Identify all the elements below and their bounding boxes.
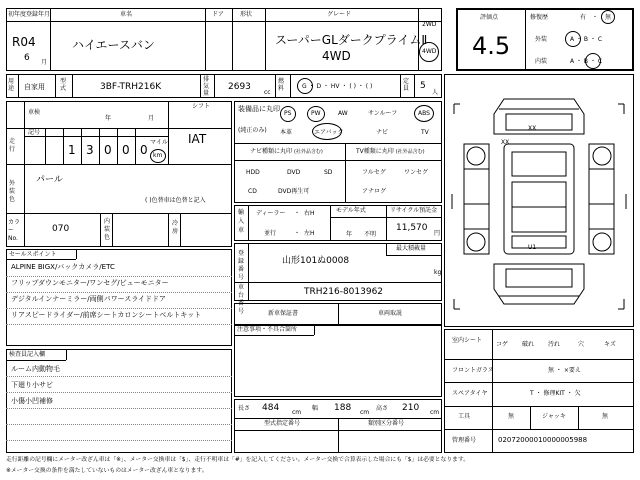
nav-label-text: ナビ種類に丸印 [250,148,293,155]
seat-opt-1: コゲ [496,341,509,348]
import-left: 左H [304,230,315,237]
color-label: 外装色 [9,180,16,203]
model-label: 型式 [60,78,67,92]
interior-b-circle [585,53,601,69]
repair-label: 修復歴 [530,14,549,21]
sales-line-1: ALPINE BIGX/バックカメラ/ETC [11,263,115,271]
reg-no-label: 登録番号 [238,250,245,281]
color-note: ( )色替車は色替と記入 [145,197,206,204]
recycle-label: リサイクル預託金 [390,207,438,214]
color-code-value: 070 [52,224,70,234]
ac-label: 冷房 [172,220,179,235]
mileage-digit-2: 3 [86,143,94,157]
jack-label: ジャッキ [542,413,566,420]
car-name: ハイエースバン [72,38,155,52]
model-year-unknown: 不明 [364,231,377,238]
tool-label: 工具 [458,413,471,420]
mileage-digit-4: 0 [122,143,130,157]
capacity-label: 定員 [403,78,410,92]
inspector-label: 検査員記入欄 [9,351,46,358]
room-seat-label: 室内シート [452,337,483,344]
shift-value: IAT [188,132,207,146]
height-label: 高さ [376,405,389,412]
nav-dvdplay: DVD再生可 [278,188,310,195]
mileage-label: 走行 [9,138,16,153]
equip-ps: PS [284,110,292,117]
drive-2wd: 2WD [422,21,437,28]
length-label: 長さ [238,405,251,412]
tv-label [356,149,425,155]
diagram-mark-xx1: XX [528,125,537,132]
equip-abs: ABS [418,110,430,117]
import-right: 右H [304,210,315,217]
interior-opts: A ・ B ・ C [570,58,603,65]
left-mid-box [6,101,232,247]
exterior-a-circle [565,31,581,47]
use-value: 自家用 [24,83,45,91]
chassis-label: 車台番号 [238,284,245,315]
reg-month-unit: 月 [41,59,48,66]
warranty-label: 新車保証書 [268,310,299,317]
reg-year: R04 [12,35,36,49]
interior-color-label: 内装色 [104,218,111,241]
grade-value: スーパーGLダークプライムⅡ [275,33,428,47]
mileage-digit-3: 0 [104,143,112,157]
sales-line-2: フリップダウンモニター/ワンセグ/ビューモニター [11,279,169,287]
disp-value: 2693 [228,82,251,92]
capacity-unit: 人 [432,89,439,96]
mileage-unit-label: マイル [150,139,168,146]
door-label: ドア [212,11,224,18]
score-label: 評価点 [480,14,499,21]
recycle-unit: 円 [434,230,441,237]
equip-sunroof: サンルーフ [368,110,398,117]
digits-header: 記号 [28,129,41,136]
color-code-label: カラーNo. [8,219,21,242]
model-year-label: モデル年式 [336,207,366,214]
shift-label: シフト [192,103,211,110]
sales-label: セールスポイント [9,251,57,258]
footer-line-1: 走行距離の記号欄にメーター改ざん車は「※」、メーター交換車は「$」、走行不明車は「#」を記入してください。メーター交換で合算表示した場合にも「$」は必要となります。 [6,457,469,463]
exterior-opts: A ・ B ・ C [570,36,603,43]
mileage-digit-1: 1 [68,143,76,157]
length-unit: cm [292,409,302,416]
inspection-label: 車検 [28,109,41,116]
capacity-value: 5 [420,81,426,91]
inspector-line-1: ルーム内動物毛 [11,365,60,373]
inspector-line-2: 下廻り小サビ [11,381,53,389]
equip-airbag: エアバック [314,129,344,136]
seat-opt-4: 穴 [578,341,585,348]
score-value: 4.5 [472,32,511,60]
cc-unit: cc [264,89,271,96]
equip-pw: PW [311,110,321,117]
spare-label: スペアタイヤ [452,390,488,397]
repair-no: 無 [605,14,612,21]
width-unit: cm [360,409,370,416]
nav-sd: SD [324,169,333,176]
max-load-label: 最大積載量 [396,245,427,252]
model-year-unit: 年 [346,231,353,238]
shape-label: 形状 [240,11,253,18]
car-name-label: 車名 [120,11,133,18]
type-label: 型式指定番号 [264,420,301,427]
seat-opt-5: キズ [604,341,616,348]
reg-month: 6 [24,53,30,63]
reg-no-value: 山形101ぬ0008 [282,256,350,266]
nav-cd: CD [248,188,257,195]
manual-label: 車両取説 [378,310,403,317]
import-dealer: ディーラー [256,210,286,217]
chassis-value: TRH216-8013962 [304,287,384,297]
tv-fullseg: フルセグ [362,169,386,176]
class-label: 類別区分番号 [368,420,405,427]
height-value: 210 [402,403,420,413]
use-label: 用途 [8,78,15,92]
nav-hdd: HDD [246,169,260,176]
equip-navi: ナビ [376,129,389,136]
car-diagram [444,74,634,327]
mileage-unit: km [153,152,163,159]
nav-note: (社外品含む) [293,149,323,155]
import-parallel: 並行 [264,230,277,237]
diagram-mark-xx2: XX [501,139,510,146]
equip-aw: AW [338,110,348,117]
disp-label: 排気量 [203,76,210,97]
nav-dvd: DVD [287,169,301,176]
tv-analog: アナログ [362,188,387,195]
import-label: 輸入車 [238,209,245,234]
drive-4wd: 4WD [422,48,437,55]
width-value: 188 [334,403,352,413]
width-label: 幅 [312,405,319,412]
tv-oneseg: ワンセグ [404,169,429,176]
seat-opt-3: 汚れ [548,341,561,348]
first-reg-label: 初年度登録年月 [8,11,51,18]
spare-opts: T ・ 修理KIT ・ 欠 [530,390,581,397]
interior-label: 内装 [535,58,548,65]
length-value: 484 [262,403,280,413]
tv-note: (社外品含む) [395,149,425,155]
recycle-value: 11,570 [396,223,428,233]
front-glass-label: フロントガラス [452,367,494,374]
sales-line-4: リアスピードライダー/前席シートカロンシートベルトキット [11,311,202,319]
inspector-line-3: 小傷小凹補修 [11,397,53,405]
mileage-digit-5: 0 [140,143,148,157]
tool-value: 無 [508,413,515,420]
max-load-unit: kg [434,269,442,276]
equip-leather: 本革 [280,129,293,136]
tv-label-text: TV種類に丸印 [356,148,394,155]
front-glass-opts: 無 ・ ×要え [548,367,581,374]
grade-label: グレード [327,11,352,18]
fuel-g-circle [297,78,313,94]
equip-note: (純正のみ) [238,127,267,134]
repair-yes: 有 [580,14,587,21]
insp-year-label: 年 [105,115,112,122]
diagram-mark-u1: U1 [528,244,537,251]
fuel-opts: G ・ D ・ HV ・ ( ) ・ ( ) [302,83,373,90]
insp-month-label: 月 [148,115,155,122]
mgmt-label: 管理番号 [452,437,477,444]
model-value: 3BF-TRH216K [100,82,162,92]
sales-line-3: デジタルインナーミラー/両側パワースライドドア [11,295,166,303]
jack-value: 無 [602,413,609,420]
mgmt-value: 02072000010000005988 [498,436,588,444]
nav-label [250,149,323,155]
fuel-label: 燃料 [278,78,285,92]
height-unit: cm [430,409,440,416]
equip-tv: TV [421,129,429,136]
exterior-label: 外装 [535,36,548,43]
equip-label: 装備品に丸印 [238,105,280,113]
footer-line-2: ※メーター交換の条件を満たしていないものはメーター改ざん車となります。 [6,468,208,474]
grade-drive: 4WD [322,49,351,63]
caution-label: 注意事項・不具合箇所 [237,326,298,333]
seat-opt-2: 破れ [522,341,535,348]
color-value: パール [36,175,63,185]
